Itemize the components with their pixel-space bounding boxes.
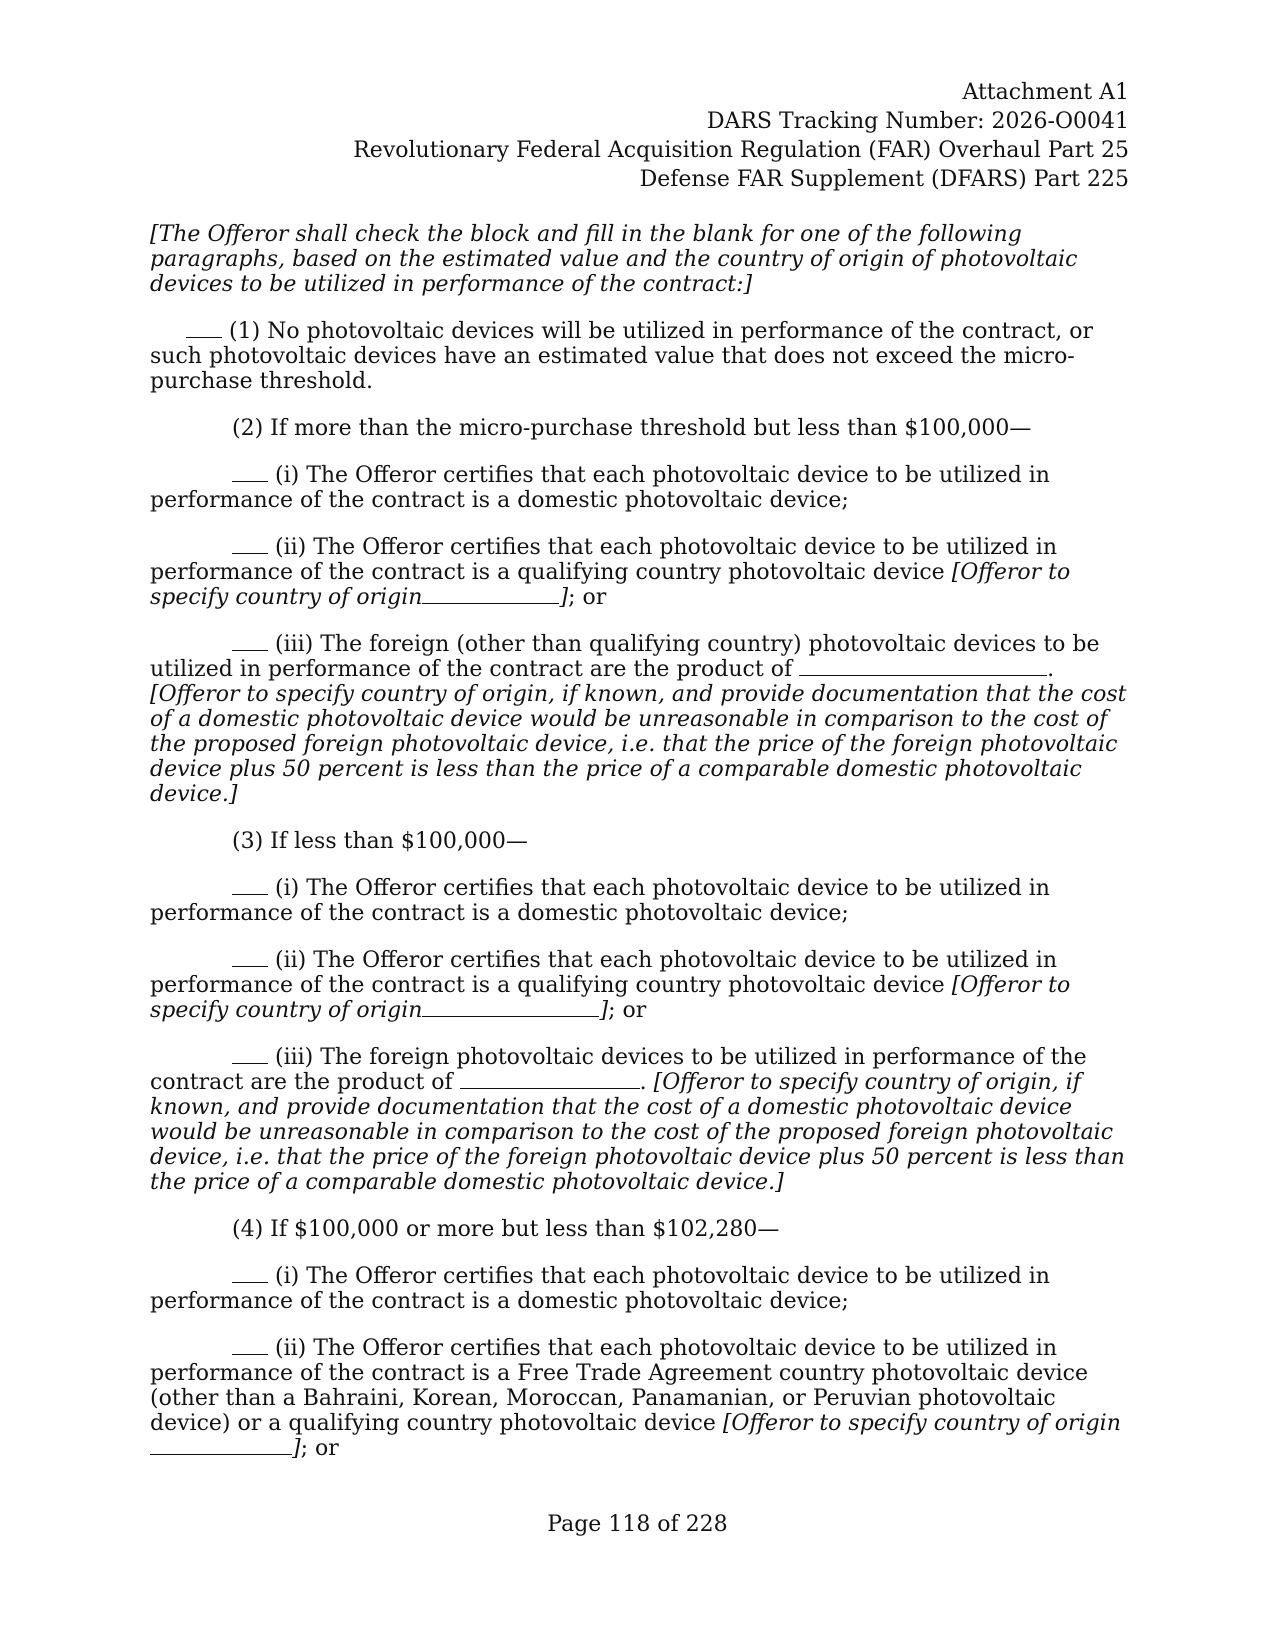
checkbox-blank-4-i[interactable] xyxy=(232,1264,268,1283)
paragraph-3-iii: (iii) The foreign photovoltaic devices to be utilized in performance of the contract are the product of . [Offeror to specify country of origin, if known, and provide documentation that the cost of a domestic photovoltaic device would be unreasonable in comparison to the cost of the proposed foreign photovoltaic device, i.e. that the price of the foreign photovoltaic device plus 50 percent is less than the price of a comparable domestic photovoltaic device.] xyxy=(150,1045,1125,1195)
document-body xyxy=(150,222,1130,1483)
paragraph-4-i: (i) The Offeror certifies that each photovoltaic device to be utilized in performance of the contract is a domestic photovoltaic device; xyxy=(150,1264,1050,1314)
checkbox-blank-2-i[interactable] xyxy=(232,463,268,482)
paragraph-3-heading: (3) If less than $100,000— xyxy=(232,829,528,854)
header-far-part: Revolutionary Federal Acquisition Regulation (FAR) Overhaul Part 25 xyxy=(353,138,1129,163)
header-tracking-number: DARS Tracking Number: 2026-O0041 xyxy=(706,109,1129,134)
paragraph-3-ii: (ii) The Offeror certifies that each photovoltaic device to be utilized in performance of the contract is a qualifying country photovoltaic device [Offeror to specify country of origin ]; or xyxy=(150,948,1071,1023)
paragraph-2-iii: (iii) The foreign (other than qualifying country) photovoltaic devices to be utilized in performance of the contract are the product of . [Offeror to specify country of origin, if known, and provide documentation that the cost of a domestic photovoltaic device would be unreasonable in comparison to the cost of the proposed foreign photovoltaic device, i.e. that the price of the foreign photovoltaic device plus 50 percent is less than the price of a comparable domestic photovoltaic device.] xyxy=(150,632,1127,807)
checkbox-blank-4-ii[interactable] xyxy=(232,1336,268,1355)
paragraph-2-ii: (ii) The Offeror certifies that each photovoltaic device to be utilized in performance of the contract is a qualifying country photovoltaic device [Offeror to specify country of origin ]; or xyxy=(150,535,1071,610)
product-of-blank-3-iii[interactable] xyxy=(460,1070,640,1089)
product-of-blank-2-iii[interactable] xyxy=(799,657,1047,676)
paragraph-2-heading: (2) If more than the micro-purchase threshold but less than $100,000— xyxy=(232,416,1032,441)
checkbox-blank-3-i[interactable] xyxy=(232,876,268,895)
header-attachment: Attachment A1 xyxy=(962,80,1129,105)
page-header xyxy=(353,78,1129,194)
country-of-origin-blank-3-ii[interactable] xyxy=(422,998,599,1017)
page-number: Page 118 of 228 xyxy=(547,1512,728,1537)
checkbox-blank-1[interactable] xyxy=(186,319,222,338)
header-dfars-part: Defense FAR Supplement (DFARS) Part 225 xyxy=(639,167,1129,192)
paragraph-4-ii: (ii) The Offeror certifies that each photovoltaic device to be utilized in performance of the contract is a Free Trade Agreement country photovoltaic device (other than a Bahraini, Korean, Moroccan, Panamanian, or Peruvian photovoltaic device) or a qualifying country photovoltaic device [Offeror to specify country of origin]; or xyxy=(150,1336,1121,1461)
country-of-origin-blank-4-ii[interactable] xyxy=(150,1436,292,1455)
instruction-paragraph: [The Offeror shall check the block and fill in the blank for one of the following paragraphs, based on the estimated value and the country of origin of photovoltaic devices to be utilized in performance of the contract:] xyxy=(150,222,1078,297)
checkbox-blank-2-iii[interactable] xyxy=(232,632,268,651)
checkbox-blank-2-ii[interactable] xyxy=(232,535,268,554)
paragraph-1: (1) No photovoltaic devices will be utilized in performance of the contract, or such photovoltaic devices have an estimated value that does not exceed the micro-purchase threshold. xyxy=(150,319,1093,394)
paragraph-4-heading: (4) If $100,000 or more but less than $102,280— xyxy=(232,1217,780,1242)
paragraph-3-i: (i) The Offeror certifies that each photovoltaic device to be utilized in performance of the contract is a domestic photovoltaic device; xyxy=(150,876,1050,926)
paragraph-2-i: (i) The Offeror certifies that each photovoltaic device to be utilized in performance of the contract is a domestic photovoltaic device; xyxy=(150,463,1050,513)
checkbox-blank-3-iii[interactable] xyxy=(232,1045,268,1064)
checkbox-blank-3-ii[interactable] xyxy=(232,948,268,967)
country-of-origin-blank-2-ii[interactable] xyxy=(422,585,559,604)
